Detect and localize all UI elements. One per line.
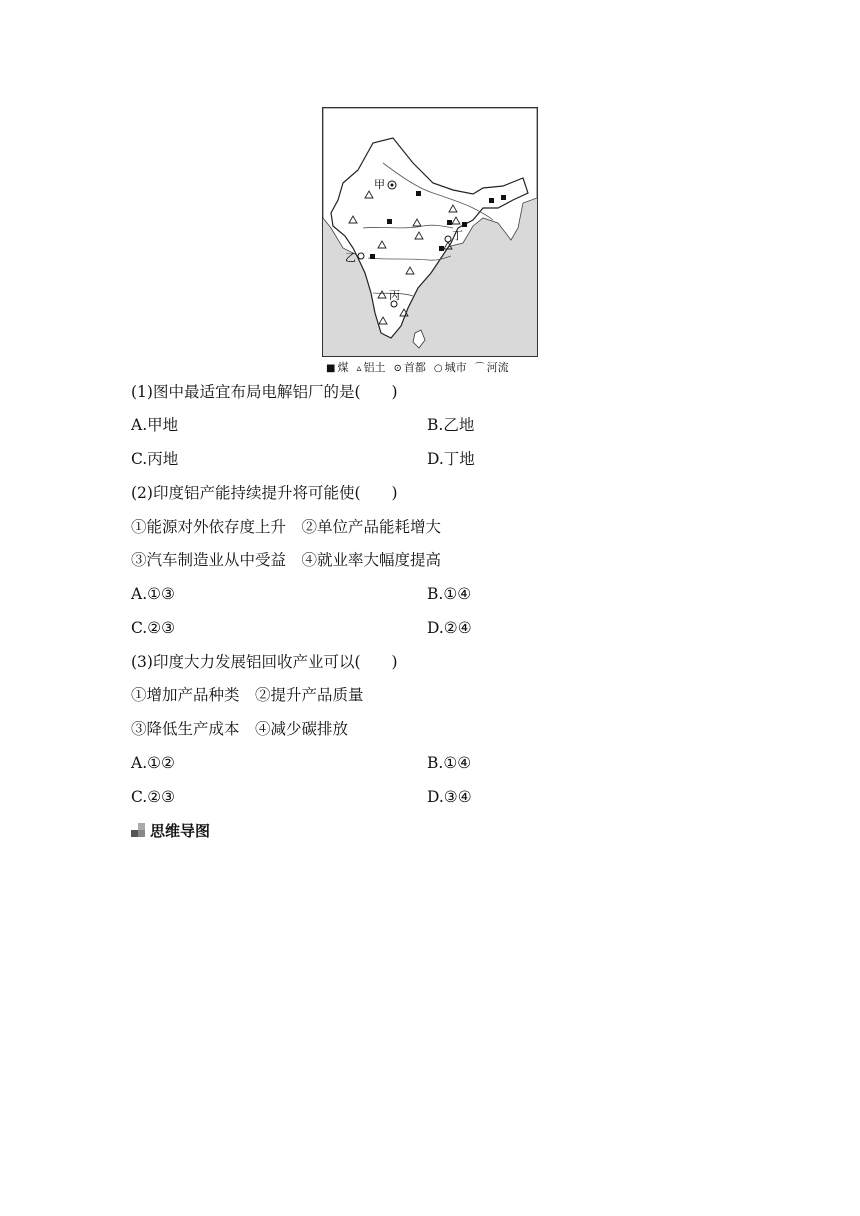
question-3-option-c[interactable]: C.②③ [131, 788, 176, 806]
city-icon: ○ [433, 363, 443, 374]
map-legend [326, 359, 538, 375]
question-1-option-c[interactable]: C.丙地 [131, 450, 179, 468]
capital-icon: ⊙ [393, 363, 402, 374]
section-square-icon [131, 823, 145, 837]
coal-marker [387, 219, 392, 224]
question-3-statement-1: ①增加产品种类 ②提升产品质量 [131, 686, 364, 704]
map-figure [322, 107, 538, 375]
question-2-stem: (2)印度铝产能持续提升将可能使( ) [131, 484, 398, 502]
question-3-option-d[interactable]: D.③④ [427, 788, 472, 806]
legend-bauxite: ▵ 铝土 [356, 361, 386, 374]
question-1-option-d[interactable]: D.丁地 [427, 450, 475, 468]
coal-marker [489, 198, 494, 203]
question-3-statement-2: ③降低生产成本 ④减少碳排放 [131, 720, 349, 738]
coal-marker [370, 254, 375, 259]
coal-marker [439, 246, 444, 251]
coal-icon: ■ [326, 363, 336, 374]
question-3-stem: (3)印度大力发展铝回收产业可以( ) [131, 653, 398, 671]
coal-marker [416, 191, 421, 196]
question-2-option-d[interactable]: D.②④ [427, 619, 472, 637]
question-2-statement-1: ①能源对外依存度上升 ②单位产品能耗增大 [131, 518, 442, 536]
section-heading [131, 820, 210, 840]
river-icon: ⌒ [474, 363, 485, 374]
coal-marker [447, 220, 452, 225]
legend-capital: ⊙ 首都 [393, 361, 426, 374]
question-2-statement-2: ③汽车制造业从中受益 ④就业率大幅度提高 [131, 551, 442, 569]
india-map-svg [323, 108, 537, 356]
bauxite-icon: ▵ [356, 363, 362, 374]
legend-coal: ■ 煤 [326, 361, 349, 374]
map-label-bing: 丙 [389, 289, 400, 302]
question-1-option-b[interactable]: B.乙地 [427, 416, 475, 434]
map-label-yi: 乙 [345, 251, 356, 264]
question-2-option-a[interactable]: A.①③ [131, 585, 175, 603]
india-map [322, 107, 538, 357]
question-2-option-c[interactable]: C.②③ [131, 619, 176, 637]
question-2-option-b[interactable]: B.①④ [427, 585, 472, 603]
city-marker-yi [358, 253, 364, 259]
question-1-stem: (1)图中最适宜布局电解铝厂的是( ) [131, 383, 398, 401]
question-1-option-a[interactable]: A.甲地 [131, 416, 179, 434]
coal-marker [501, 195, 506, 200]
section-title: 思维导图 [150, 821, 211, 840]
legend-city: ○ 城市 [433, 361, 467, 374]
map-label-jia: 甲 [374, 178, 385, 191]
legend-river: ⌒ 河流 [474, 361, 509, 374]
question-3-option-b[interactable]: B.①④ [427, 754, 472, 772]
city-marker-ding [445, 236, 451, 242]
coal-marker [462, 222, 467, 227]
question-3-option-a[interactable]: A.①② [131, 754, 175, 772]
map-label-ding: 丁 [452, 229, 463, 242]
